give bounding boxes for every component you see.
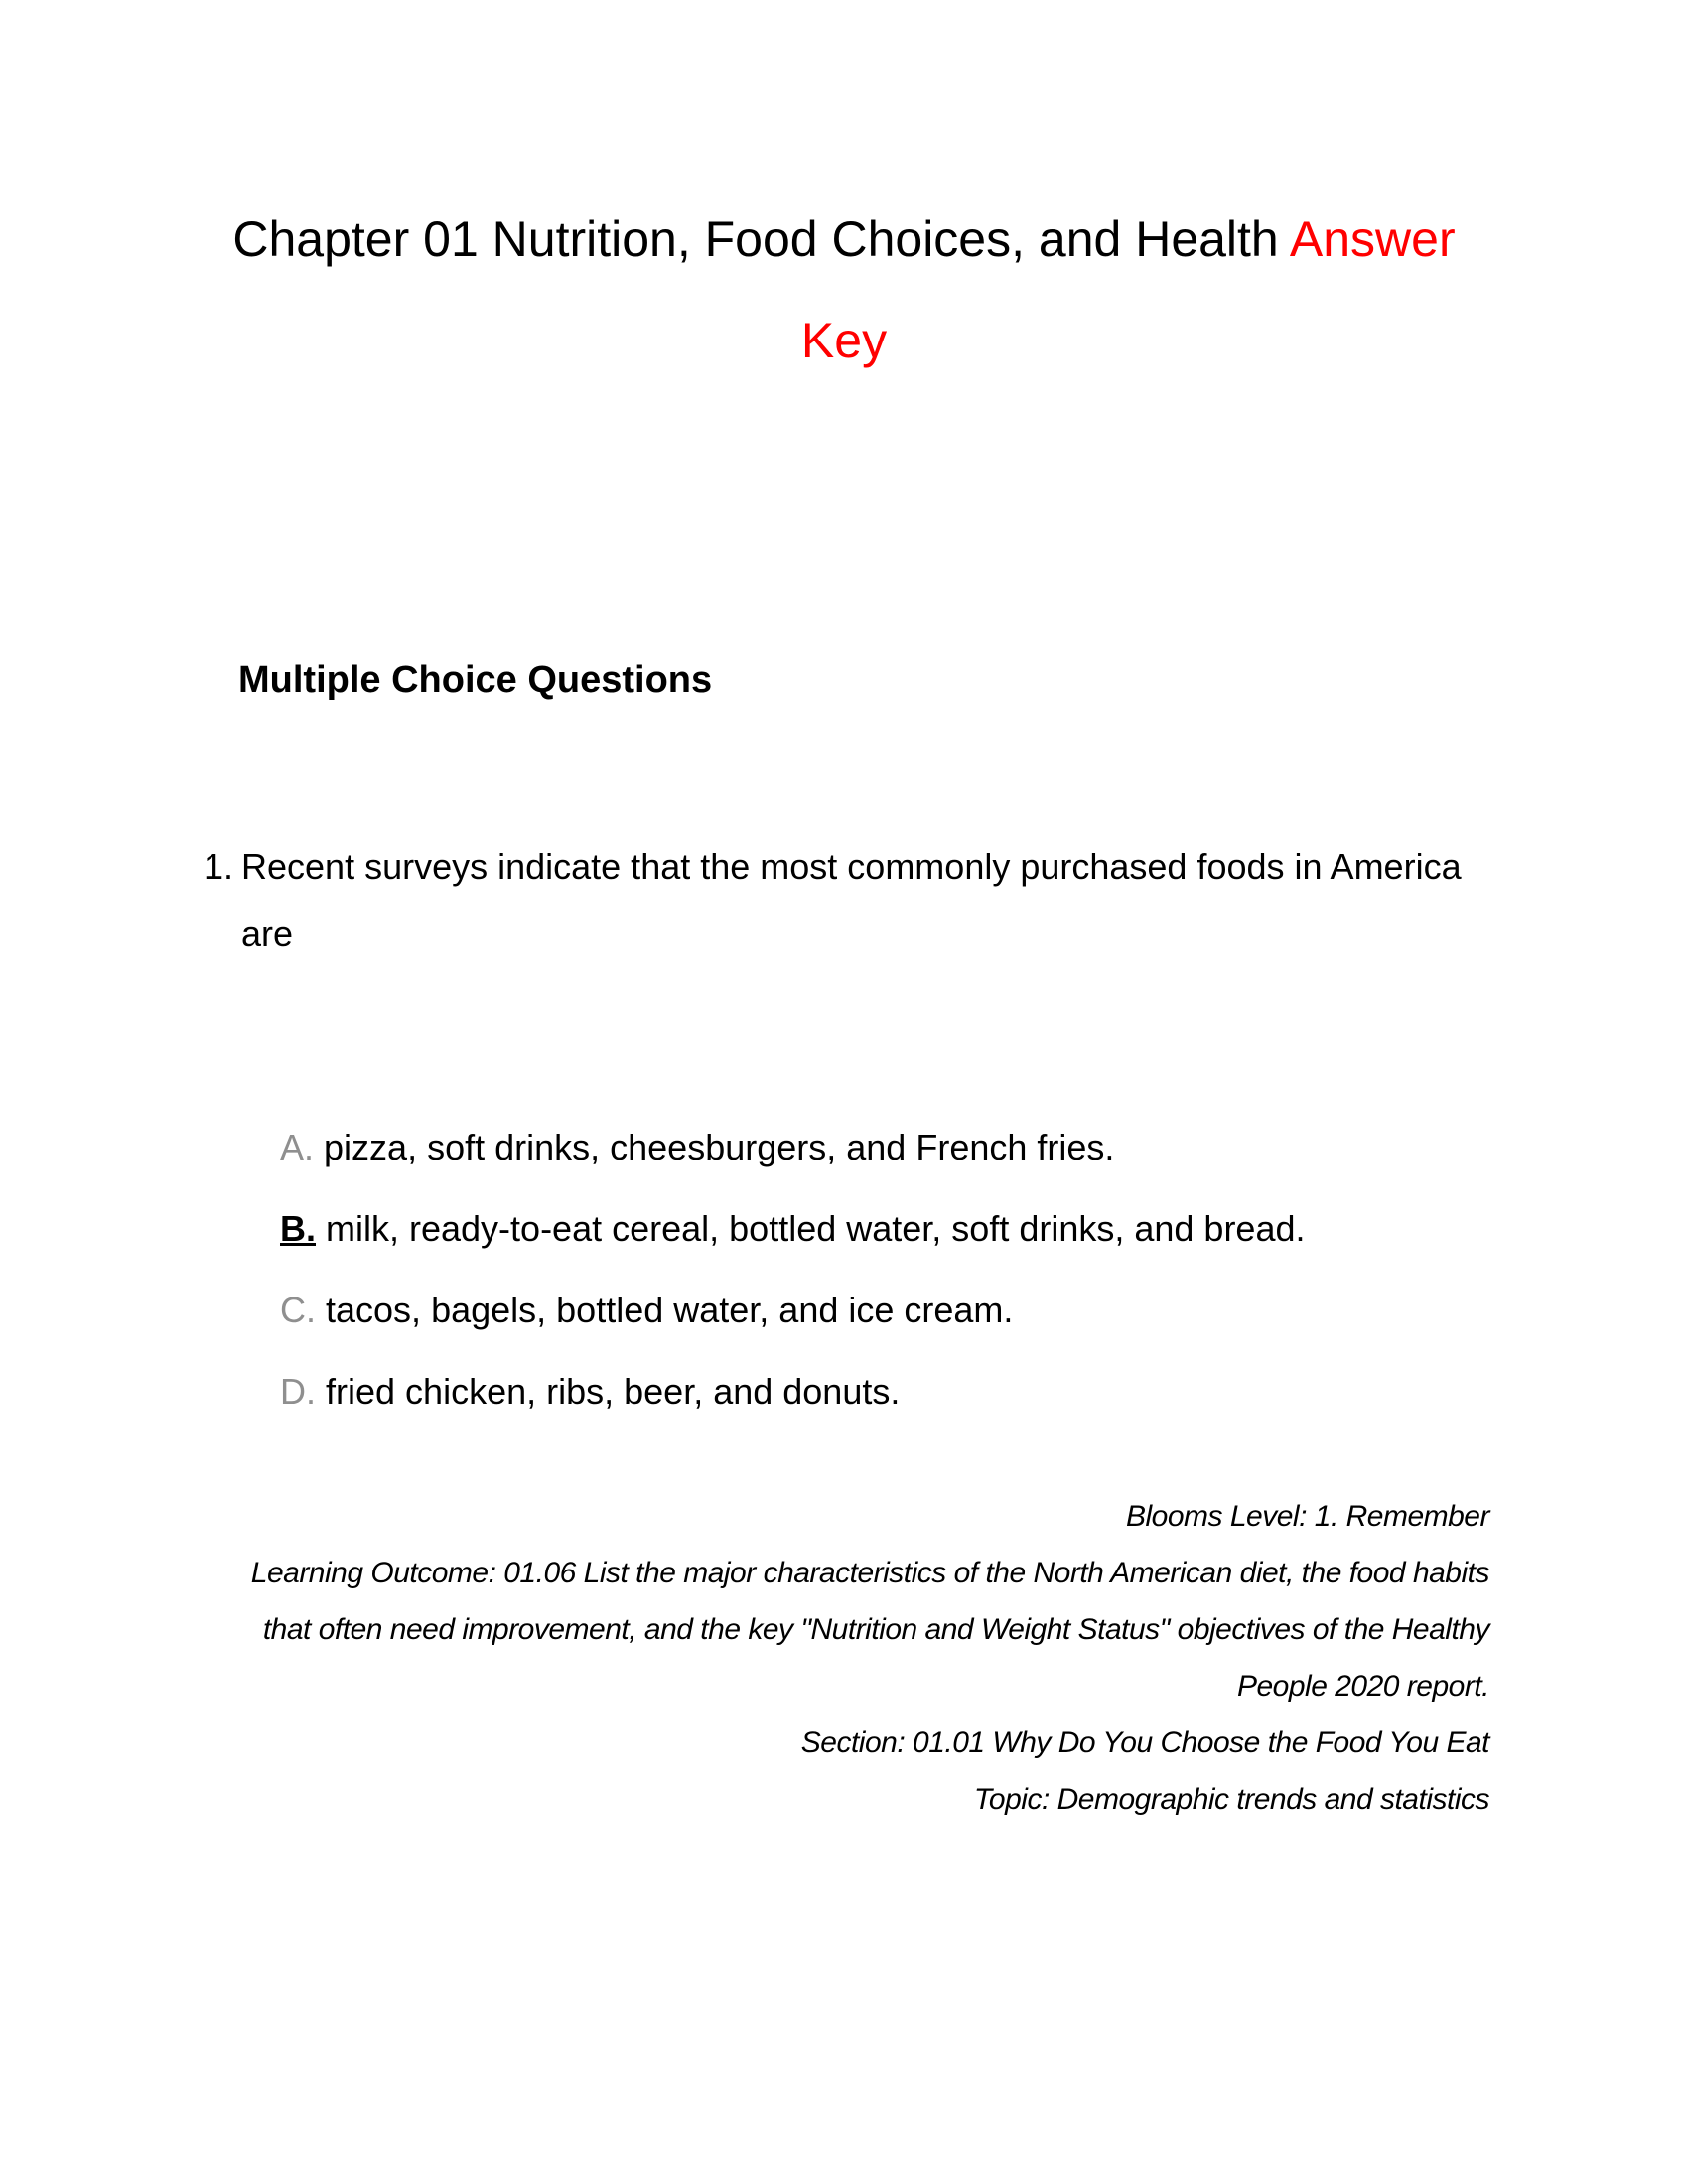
option-letter-b: B.	[280, 1208, 316, 1249]
option-text-b: milk, ready-to-eat cereal, bottled water, soft drinks, and bread.	[326, 1208, 1306, 1249]
option-text-a: pizza, soft drinks, cheesburgers, and French fries.	[324, 1127, 1115, 1167]
question-1	[204, 833, 1504, 968]
option-letter-d: D.	[280, 1371, 316, 1412]
document-title	[199, 189, 1489, 391]
option-letter-c: C.	[280, 1290, 316, 1330]
question-text: Recent surveys indicate that the most commonly purchased foods in America are	[241, 846, 1462, 954]
metadata-block	[228, 1488, 1489, 1828]
option-row-c	[280, 1288, 1501, 1333]
metadata-learning-outcome: Learning Outcome: 01.06 List the major characteristics of the North American diet, the food habits that often need improvement, and the key "Nutrition and Weight Status" objectives of the Healthy People 2020 report.	[250, 1557, 1489, 1703]
metadata-topic: Topic: Demographic trends and statistics	[973, 1783, 1489, 1816]
option-row-d	[280, 1369, 1501, 1415]
metadata-section: Section: 01.01 Why Do You Choose the Food You Eat	[800, 1726, 1489, 1759]
option-row-b	[280, 1206, 1501, 1252]
option-row-a	[280, 1125, 1501, 1170]
option-text-c: tacos, bagels, bottled water, and ice cream.	[326, 1290, 1014, 1330]
option-text-d: fried chicken, ribs, beer, and donuts.	[326, 1371, 901, 1412]
question-number: 1.	[204, 846, 234, 887]
document-title-main: Chapter 01 Nutrition, Food Choices, and Health	[232, 211, 1290, 267]
section-heading: Multiple Choice Questions	[238, 659, 713, 701]
metadata-blooms-level: Blooms Level: 1. Remember	[1126, 1500, 1489, 1533]
option-letter-a: A.	[280, 1127, 315, 1167]
answer-key-highlight: Answer Key	[800, 211, 1456, 368]
